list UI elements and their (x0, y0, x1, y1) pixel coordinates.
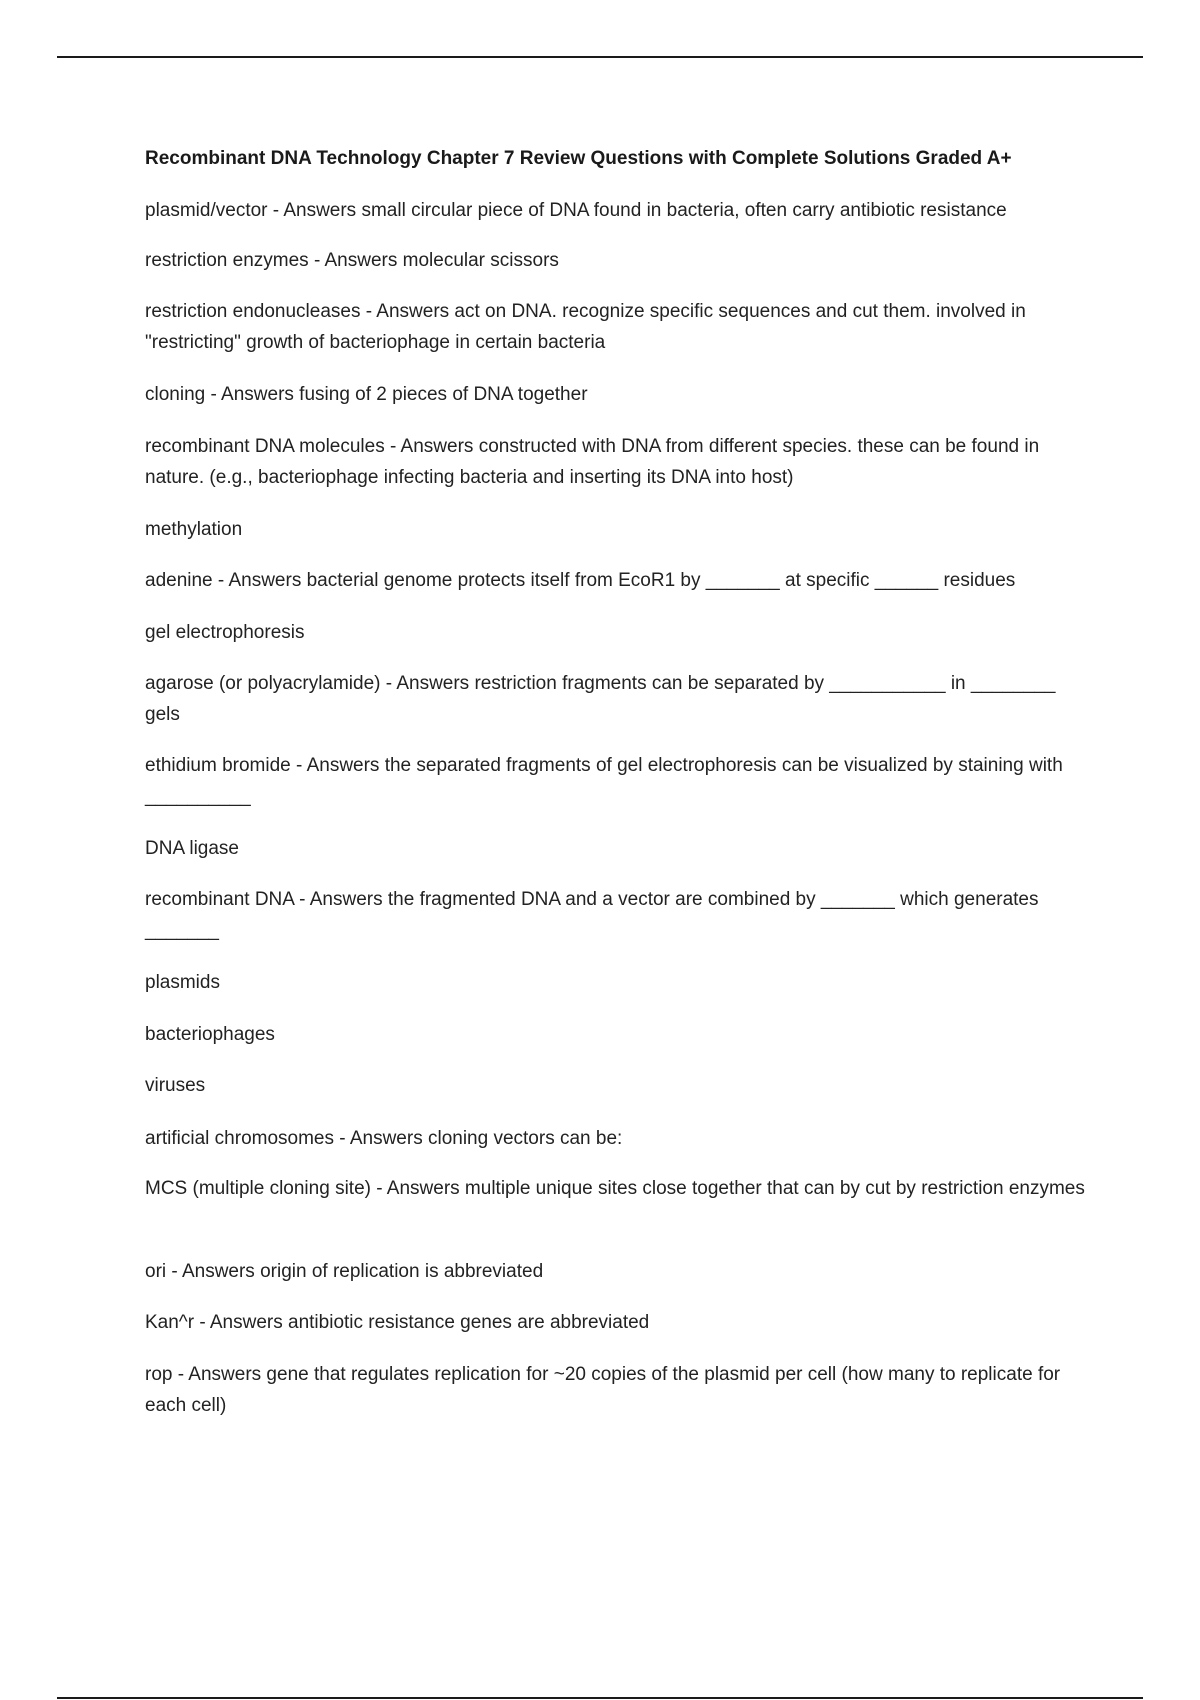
entry-viruses: viruses (145, 1075, 206, 1096)
entry-kan-r: Kan^r - Answers antibiotic resistance genes are abbreviated (145, 1312, 650, 1333)
entry-restriction-endonucleases: restriction endonucleases - Answers act on DNA. recognize specific sequences and cut them. involved in "restricting" growth of bacteriophage in certain bacteria (145, 301, 1026, 353)
entry-artificial-chromosomes: artificial chromosomes - Answers cloning vectors can be: (145, 1128, 623, 1149)
entry-ori: ori - Answers origin of replication is abbreviated (145, 1261, 544, 1282)
entry-agarose: agarose (or polyacrylamide) - Answers restriction fragments can be separated by ___________ in ________ gels (145, 673, 1056, 725)
entry-methylation: methylation (145, 519, 243, 540)
entry-restriction-enzymes: restriction enzymes - Answers molecular scissors (145, 250, 559, 271)
bottom-divider (57, 1697, 1143, 1699)
entry-dna-ligase: DNA ligase (145, 838, 239, 859)
entry-rop: rop - Answers gene that regulates replication for ~20 copies of the plasmid per cell (how many to replicate for each cell) (145, 1364, 1061, 1416)
entry-bacteriophages: bacteriophages (145, 1024, 275, 1045)
top-divider (57, 56, 1143, 58)
entry-recombinant-dna-molecules: recombinant DNA molecules - Answers constructed with DNA from different species. these can be found in nature. (e.g., bacteriophage infecting bacteria and inserting its DNA into host) (145, 436, 1040, 488)
entry-ethidium-bromide: ethidium bromide - Answers the separated fragments of gel electrophoresis can be visualized by staining with __________ (145, 755, 1063, 807)
entry-mcs: MCS (multiple cloning site) - Answers multiple unique sites close together that can by cut by restriction enzymes (145, 1178, 1085, 1199)
document-title: Recombinant DNA Technology Chapter 7 Review Questions with Complete Solutions Graded A+ (145, 148, 1012, 169)
entry-cloning: cloning - Answers fusing of 2 pieces of DNA together (145, 384, 588, 405)
entry-gel-electrophoresis: gel electrophoresis (145, 622, 305, 643)
entry-adenine: adenine - Answers bacterial genome protects itself from EcoR1 by _______ at specific ______ residues (145, 570, 1016, 591)
entry-plasmid-vector: plasmid/vector - Answers small circular piece of DNA found in bacteria, often carry antibiotic resistance (145, 200, 1007, 221)
entry-recombinant-dna: recombinant DNA - Answers the fragmented DNA and a vector are combined by _______ which generates _______ (145, 889, 1039, 941)
entry-plasmids: plasmids (145, 972, 220, 993)
